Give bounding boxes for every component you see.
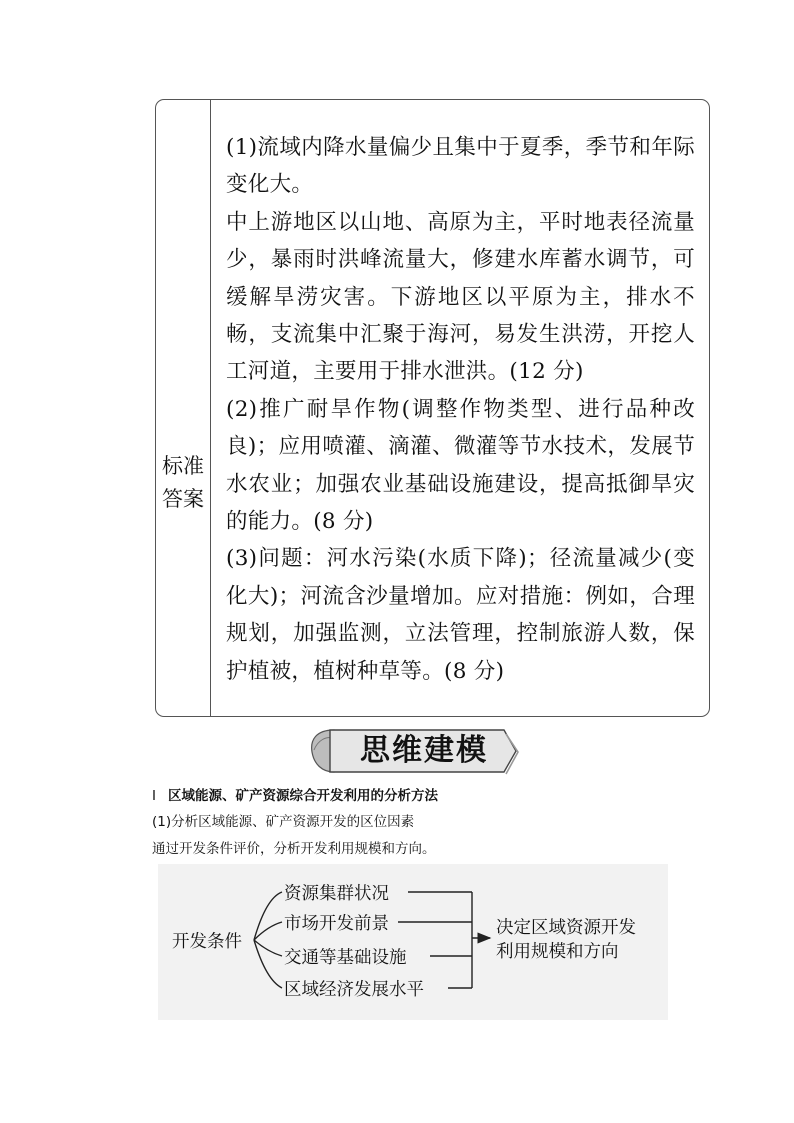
banner-title: 思维建模 (360, 733, 488, 768)
answer-paragraph: (2)推广耐旱作物(调整作物类型、进行品种改良)；应用喷灌、滴灌、微灌等节水技术，发展节水农业；加强农业基础设施建设，提高抵御旱灾的能力。(8 分) (226, 396, 695, 535)
description-line: 通过开发条件评价，分析开发利用规模和方向。 (152, 841, 436, 857)
section-number: Ⅰ (152, 788, 156, 804)
diagram-factor: 区域经济发展水平 (284, 980, 424, 1000)
diagram-factor: 资源集群状况 (284, 884, 389, 904)
factor-diagram (158, 864, 668, 1020)
connector-line (254, 892, 282, 940)
diagram-factor: 市场开发前景 (284, 914, 389, 934)
diagram-result-line: 利用规模和方向 (496, 942, 619, 962)
answer-paragraph: (1)流域内降水量偏少且集中于夏季，季节和年际变化大。 (226, 135, 695, 198)
section-banner (304, 726, 520, 776)
answer-label-line: 答案 (162, 487, 204, 511)
section-heading (152, 784, 438, 804)
answer-paragraph: (3)问题：河水污染(水质下降)；径流量减少(变化大)；河流含沙量增加。应对措施：例如，合理规划，加强监测，立法管理，控制旅游人数，保护植被，植树种草等。(8 分) (226, 546, 695, 684)
column-divider (210, 100, 211, 716)
diagram-factor: 交通等基础设施 (284, 948, 407, 968)
diagram-result-line: 决定区域资源开发 (496, 918, 636, 938)
section-heading-text: 区域能源、矿产资源综合开发利用的分析方法 (167, 788, 438, 804)
answer-body (226, 129, 695, 690)
sub-heading: (1)分析区域能源、矿产资源开发的区位因素 (152, 814, 415, 830)
answer-paragraph: 中上游地区以山地、高原为主，平时地表径流量少，暴雨时洪峰流量大，修建水库蓄水调节，可缓解旱涝灾害。下游地区以平原为主，排水不畅，支流集中汇聚于海河，易发生洪涝，开挖人工河道，主要用于排水泄洪。(12 分) (226, 209, 695, 385)
answer-label-line: 标准 (162, 454, 204, 478)
answer-label (156, 450, 210, 516)
answer-box (155, 99, 710, 717)
diagram-source: 开发条件 (172, 932, 242, 952)
